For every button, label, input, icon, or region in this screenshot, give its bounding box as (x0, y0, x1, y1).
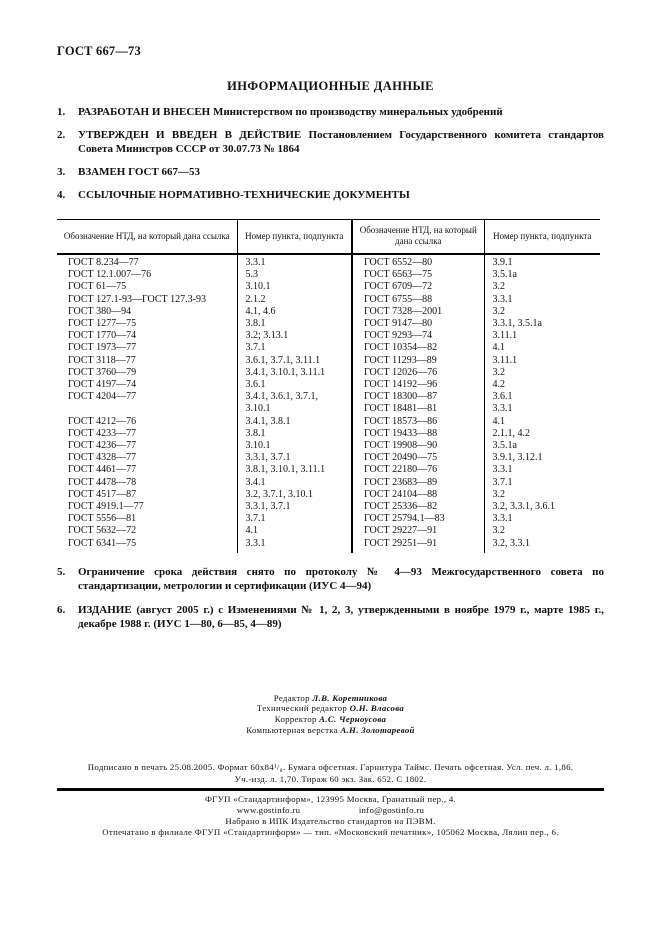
clause-number-cell: 3.3.1 (492, 464, 513, 476)
clause-number-cell: 3.2, 3.3.1, 3.6.1 (492, 501, 555, 513)
table-row (57, 306, 600, 318)
clause-number-cell: 4.1 (492, 342, 505, 354)
item-number: 6. (57, 603, 66, 616)
clause-number-cell: 3.6.1 (492, 391, 513, 403)
table-header-cell: Обозначение НТД, на который дана ссылка (57, 220, 237, 255)
ntd-designation-cell: ГОСТ 1973—77 (57, 342, 237, 354)
ntd-designation-cell: ГОСТ 9293—74 (352, 330, 484, 342)
clause-number-cell: 3.3.1, 3.7.1 (237, 452, 352, 464)
clause-number-cell: 3.2, 3.3.1 (492, 537, 530, 549)
ntd-designation-cell: ГОСТ 18573—86 (352, 416, 484, 428)
ntd-designation-cell: ГОСТ 4478—78 (57, 477, 237, 489)
table-row (57, 294, 600, 306)
ntd-designation-cell: ГОСТ 29227—91 (352, 525, 484, 537)
clause-number-cell: 2.1.1, 4.2 (492, 427, 530, 439)
table-row (57, 318, 600, 330)
credit-role-label: Корректор (274, 714, 317, 725)
clause-number-cell: 3.11.1 (492, 330, 518, 342)
table-row (57, 513, 600, 525)
ntd-designation-cell: ГОСТ 4919.1—77 (57, 501, 237, 513)
typeset-note: Набрано в ИПК Издательство стандартов на ПЭВМ. (225, 816, 436, 827)
ntd-references-table (57, 219, 600, 553)
ntd-designation-cell: ГОСТ 12.1.007—76 (57, 269, 237, 281)
ntd-designation-cell: ГОСТ 5556—81 (57, 513, 237, 525)
ntd-designation-cell: ГОСТ 8.234—77 (57, 254, 237, 269)
item-number: 2. (57, 129, 66, 141)
table-row (57, 330, 600, 342)
print-info-line-1: Подписано в печать 25.08.2005. Формат 60х84¹/₈. Бумага офсетная. Гарнитура Таймс. Печать офсетная. Усл. печ. л. 1,86. (87, 762, 574, 773)
ntd-designation-cell: ГОСТ 6755—88 (352, 294, 484, 306)
item-text: УТВЕРЖДЕН И ВВЕДЕН В ДЕЙСТВИЕ Постановлением Государственного комитета стандартов Совета Министров СССР от 30.07.73 № 1864 (78, 129, 604, 155)
clause-number-cell: 3.3.1, 3.7.1 (237, 501, 352, 513)
clause-number-cell: 3.3.1 (492, 293, 513, 305)
clause-number-cell: 4.1 (492, 415, 505, 427)
print-imprint-block (57, 762, 604, 785)
ntd-designation-cell: ГОСТ 5632—72 (57, 525, 237, 537)
clause-number-cell: 3.2; 3.13.1 (237, 330, 352, 342)
table-header-cell: Номер пункта, подпункта (493, 230, 592, 241)
table-header-row (57, 220, 600, 255)
clause-number-cell: 3.4.1, 3.8.1 (237, 416, 352, 428)
clause-number-cell: 3.11.1 (492, 354, 518, 366)
ntd-designation-cell: ГОСТ 4212—76 (57, 416, 237, 428)
credit-person-name: А.С. Черноусова (319, 714, 387, 725)
credit-line (57, 703, 604, 714)
clause-number-cell: 3.2 (492, 305, 505, 317)
clause-number-cell: 3.7.1 (237, 513, 352, 525)
divider-rule (57, 788, 604, 791)
ntd-designation-cell: ГОСТ 10354—82 (352, 342, 484, 354)
table-header-cell: Обозначение НТД, на который дана ссылка (352, 220, 484, 255)
clause-number-cell: 3.3.1 (492, 513, 513, 525)
ntd-designation-cell: ГОСТ 3760—79 (57, 367, 237, 379)
ntd-designation-cell: ГОСТ 4233—77 (57, 428, 237, 440)
credit-person-name: Л.В. Коретникова (312, 692, 388, 703)
email-text: info@gostinfo.ru (358, 805, 425, 816)
table-row (57, 477, 600, 489)
ntd-designation-cell: ГОСТ 1770—74 (57, 330, 237, 342)
credits-block (57, 693, 604, 735)
ntd-table-body (57, 254, 600, 553)
table-row (57, 428, 600, 440)
item-text: РАЗРАБОТАН И ВНЕСЕН Министерством по производству минеральных удобрений (78, 106, 503, 118)
clause-number-cell: 3.10.1 (237, 403, 352, 415)
ntd-designation-cell: ГОСТ 4517—87 (57, 489, 237, 501)
ntd-designation-cell: ГОСТ 4461—77 (57, 464, 237, 476)
ntd-designation-cell: ГОСТ 20490—75 (352, 452, 484, 464)
credit-role-label: Компьютерная верстка (246, 724, 338, 735)
publisher-address: ФГУП «Стандартинформ», 123995 Москва, Гранатный пер., 4. (204, 794, 457, 805)
ntd-designation-cell: ГОСТ 19908—90 (352, 440, 484, 452)
table-row (57, 452, 600, 464)
clause-number-cell: 3.9.1 (492, 257, 513, 268)
ntd-designation-cell: ГОСТ 25336—82 (352, 501, 484, 513)
clause-number-cell: 3.4.1 (237, 477, 352, 489)
ntd-designation-cell: ГОСТ 4197—74 (57, 379, 237, 391)
clause-number-cell: 3.7.1 (492, 476, 513, 488)
ntd-designation-cell: ГОСТ 24104—88 (352, 489, 484, 501)
ntd-designation-cell: ГОСТ 6563—75 (352, 269, 484, 281)
item-text: ВЗАМЕН ГОСТ 667—53 (78, 166, 201, 178)
clause-number-cell: 3.2, 3.7.1, 3.10.1 (237, 489, 352, 501)
clause-number-cell: 3.3.1 (237, 254, 352, 269)
table-row (57, 355, 600, 367)
table-row (57, 391, 600, 403)
ntd-designation-cell: ГОСТ 127.1-93—ГОСТ 127.3-93 (57, 294, 237, 306)
table-row (57, 403, 600, 415)
clause-number-cell: 2.1.2 (237, 294, 352, 306)
table-row (57, 367, 600, 379)
ntd-designation-cell: ГОСТ 22180—76 (352, 464, 484, 476)
table-header-cell: Номер пункта, подпункта (237, 220, 352, 255)
publisher-block (57, 794, 604, 838)
credit-role-label: Технический редактор (256, 703, 348, 714)
ntd-designation-cell: ГОСТ 61—75 (57, 281, 237, 293)
clause-number-cell: 3.8.1 (237, 318, 352, 330)
credit-line (57, 714, 604, 725)
numbered-item-4 (57, 188, 604, 202)
ntd-designation-cell: ГОСТ 18300—87 (352, 391, 484, 403)
clause-number-cell: 3.6.1 (237, 379, 352, 391)
ntd-designation-cell: ГОСТ 6341—75 (57, 538, 237, 553)
publisher-contact-line (57, 805, 604, 816)
clause-number-cell: 3.5.1а (492, 269, 517, 281)
table-row (57, 379, 600, 391)
print-info-line-2: Уч.-изд. л. 1,70. Тираж 60 экз. Зак. 652. С 1802. (234, 773, 427, 784)
clause-number-cell: 3.7.1 (237, 342, 352, 354)
table-row (57, 281, 600, 293)
clause-number-cell: 4.1 (237, 525, 352, 537)
clause-number-cell: 3.3.1 (237, 538, 352, 553)
ntd-designation-cell: ГОСТ 6709—72 (352, 281, 484, 293)
item-number: 5. (57, 565, 66, 578)
table-row (57, 254, 600, 269)
table-row (57, 342, 600, 354)
table-row (57, 269, 600, 281)
ntd-designation-cell: ГОСТ 23683—89 (352, 477, 484, 489)
ntd-designation-cell: ГОСТ 19433—88 (352, 428, 484, 440)
table-row (57, 501, 600, 513)
item-text: ССЫЛОЧНЫЕ НОРМАТИВНО-ТЕХНИЧЕСКИЕ ДОКУМЕНТЫ (78, 189, 410, 201)
clause-number-cell: 4.2 (492, 379, 505, 391)
numbered-item-3 (57, 165, 604, 179)
info-items-bottom (57, 565, 604, 631)
ntd-designation-cell: ГОСТ 7328—2001 (352, 306, 484, 318)
clause-number-cell: 3.4.1, 3.10.1, 3.11.1 (237, 367, 352, 379)
item-number: 1. (57, 106, 66, 118)
numbered-item-2 (57, 128, 604, 156)
item-text: Ограничение срока действия снято по протоколу № 4—93 Межгосударственного совета по стандартизации, метрологии и сертификации (ИУС 4—94) (78, 565, 604, 592)
ntd-designation-cell: ГОСТ 4328—77 (57, 452, 237, 464)
clause-number-cell: 3.10.1 (237, 440, 352, 452)
clause-number-cell: 3.2 (492, 281, 505, 293)
item-number: 3. (57, 166, 66, 178)
ntd-designation-cell: ГОСТ 18481—81 (352, 403, 484, 415)
clause-number-cell: 3.2 (492, 525, 505, 537)
ntd-designation-cell: ГОСТ 4204—77 (57, 391, 237, 403)
clause-number-cell: 4.1, 4.6 (237, 306, 352, 318)
credit-person-name: О.Н. Власова (349, 703, 405, 714)
ntd-designation-cell: ГОСТ 3118—77 (57, 355, 237, 367)
clause-number-cell: 3.9.1, 3.12.1 (492, 452, 543, 464)
ntd-designation-cell: ГОСТ 14192—96 (352, 379, 484, 391)
ntd-designation-cell: ГОСТ 9147—80 (352, 318, 484, 330)
clause-number-cell: 3.8.1, 3.10.1, 3.11.1 (237, 464, 352, 476)
ntd-designation-cell: ГОСТ 12026—76 (352, 367, 484, 379)
clause-number-cell: 3.8.1 (237, 428, 352, 440)
numbered-item-6 (57, 603, 604, 631)
clause-number-cell: 5.3 (237, 269, 352, 281)
ntd-designation-cell: ГОСТ 25794.1—83 (352, 513, 484, 525)
ntd-designation-cell: ГОСТ 11293—89 (352, 355, 484, 367)
ntd-designation-cell: ГОСТ 380—94 (57, 306, 237, 318)
ntd-designation-cell (57, 403, 237, 415)
clause-number-cell: 3.4.1, 3.6.1, 3.7.1, (237, 391, 352, 403)
clause-number-cell: 3.5.1а (492, 440, 517, 452)
printed-note: Отпечатано в филиале ФГУП «Стандартинформ» — тип. «Московский печатник», 105062 Москва, Лялин пер., 6. (102, 827, 559, 838)
credit-line (57, 693, 604, 704)
info-items-top (57, 105, 604, 202)
numbered-item-1 (57, 105, 604, 119)
credit-role-label: Редактор (273, 692, 310, 703)
doc-number: ГОСТ 667—73 (57, 44, 141, 58)
credit-person-name: А.Н. Золотаревой (340, 724, 415, 735)
table-row (57, 440, 600, 452)
table-row (57, 525, 600, 537)
table-row (57, 464, 600, 476)
ntd-designation-cell: ГОСТ 29251—91 (352, 538, 484, 553)
page-title: ИНФОРМАЦИОННЫЕ ДАННЫЕ (227, 79, 434, 93)
item-number: 4. (57, 189, 66, 201)
table-row (57, 538, 600, 553)
table-row (57, 416, 600, 428)
credit-line (57, 725, 604, 736)
clause-number-cell: 3.3.1 (492, 403, 513, 415)
clause-number-cell: 3.2 (492, 366, 505, 378)
item-text: ИЗДАНИЕ (август 2005 г.) с Изменениями № 1, 2, 3, утвержденными в ноябре 1979 г., марте 1985 г., декабре 1988 г. (ИУС 1—80, 6—85, 4—89) (78, 603, 604, 630)
clause-number-cell: 3.10.1 (237, 281, 352, 293)
clause-number-cell: 3.3.1, 3.5.1а (492, 318, 542, 330)
ntd-designation-cell: ГОСТ 1277—75 (57, 318, 237, 330)
clause-number-cell: 3.6.1, 3.7.1, 3.11.1 (237, 355, 352, 367)
ntd-designation-cell: ГОСТ 4236—77 (57, 440, 237, 452)
clause-number-cell: 3.2 (492, 488, 505, 500)
table-row (57, 489, 600, 501)
numbered-item-5 (57, 565, 604, 593)
ntd-designation-cell: ГОСТ 6552—80 (352, 254, 484, 269)
website-text: www.gostinfo.ru (236, 805, 301, 816)
